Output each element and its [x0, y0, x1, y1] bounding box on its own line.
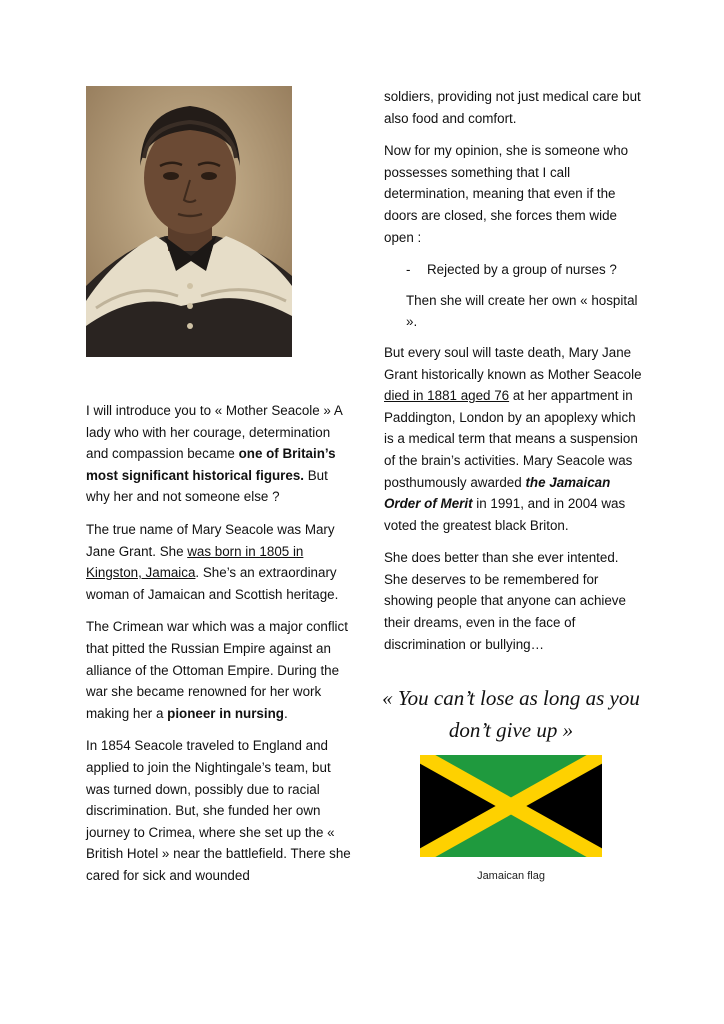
death-underlined: died in 1881 aged 76 [384, 388, 510, 404]
right-column [384, 86, 644, 666]
crimean-paragraph [86, 616, 354, 724]
closing-paragraph: She does better than she ever intented. She deserves to be remembered for showing people that anyone can achieve their dreams, even in the face of discrimination or bullying… [384, 550, 626, 652]
pioneer-bold: pioneer in nursing [167, 705, 284, 721]
bullet-dash: - [406, 262, 411, 278]
continuation-paragraph: soldiers, providing not just medical care but also food and comfort. [384, 89, 641, 126]
left-column [86, 400, 354, 897]
heritage-text: . She’s an extraordinary woman of Jamaican and Scottish heritage. [86, 565, 339, 602]
intro-bold: one of Britain’s most significant historical figures. [86, 446, 336, 483]
intro-paragraph [86, 400, 354, 508]
bullet-text: Rejected by a group of nurses ? [427, 262, 617, 278]
intro-text: I will introduce you to « Mother Seacole » A lady who with her courage, determination and compassion became [86, 403, 343, 462]
portrait-illustration [86, 86, 292, 357]
crimean-end: . [283, 705, 288, 721]
bullet-item [384, 259, 644, 281]
intro-question: But why her and not someone else ? [86, 467, 328, 505]
jamaican-flag [420, 755, 602, 857]
opinion-paragraph: Now for my opinion, she is someone who possesses something that I call determination, meaning that even if the doors are closed, she forces them wide open : [384, 143, 629, 245]
order-of-merit: the Jamaican Order of Merit [384, 474, 611, 512]
death-paragraph [384, 342, 644, 536]
crimean-text: The Crimean war which was a major conflict that pitted the Russian Empire against an alliance of the Ottoman Empire. During the war she became renowned for her work making her a [86, 619, 348, 721]
quote: « You can’t lose as long as you don’t give up » [382, 686, 640, 742]
true-name-text: The true name of Mary Seacole was Mary Jane Grant. She [86, 521, 335, 559]
travel-paragraph: In 1854 Seacole traveled to England and applied to join the Nightingale’s team, but was turned down, possibly due to racial discrimination. But, she funded her own journey to Crimea, where she set up the « British Hotel » near the battlefield. There she cared for sick and wounded [86, 738, 351, 883]
bullet-follow-text: Then she will create her own « hospital ». [406, 292, 638, 330]
true-name-paragraph [86, 519, 354, 605]
death-details: at her appartment in Paddington, London by an apoplexy which is a medical term that means a suspension of the brain’s activities. Mary Seacole was posthumously awarded [384, 388, 638, 490]
death-text: But every soul will taste death, Mary Jane Grant historically known as Mother Seacole [384, 344, 642, 382]
portrait-photo [86, 86, 292, 357]
birth-underlined: was born in 1805 in Kingston, Jamaica [86, 543, 304, 581]
death-end: in 1991, and in 2004 was voted the greatest black Briton. [384, 496, 626, 533]
flag-caption: Jamaican flag [477, 870, 545, 882]
